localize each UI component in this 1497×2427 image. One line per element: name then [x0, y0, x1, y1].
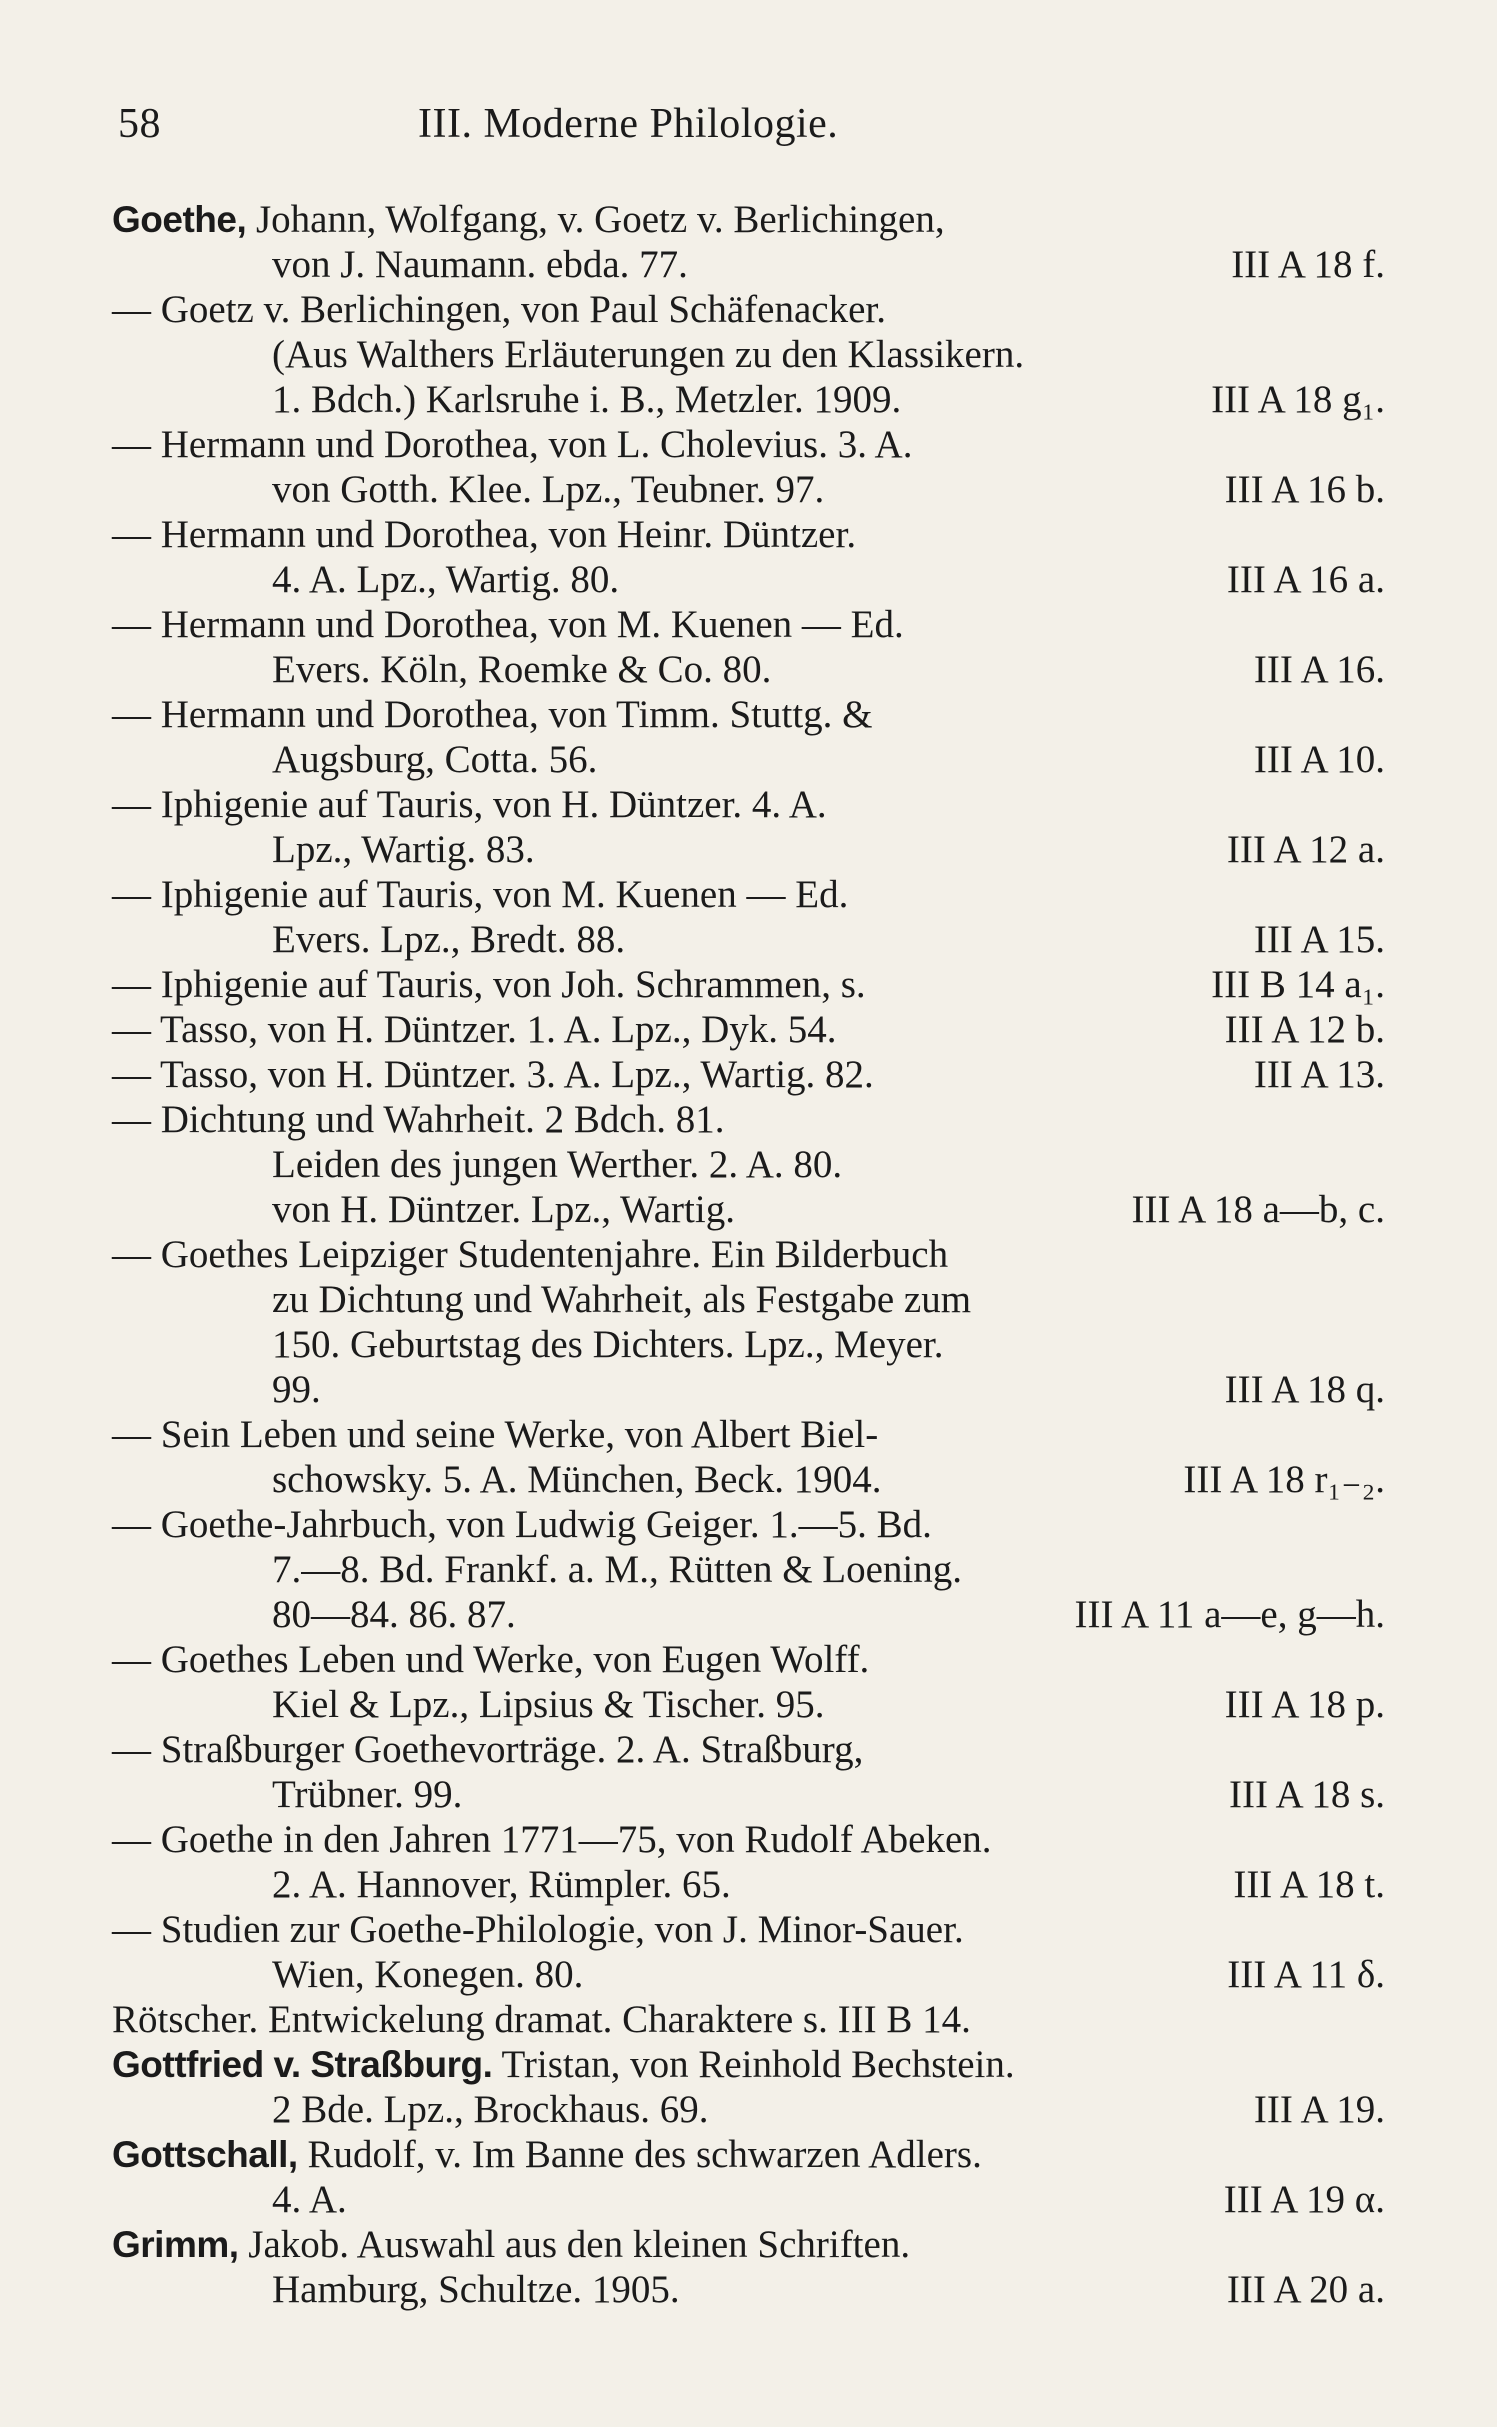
entry-body: Hamburg, Schultze. 1905.	[272, 2268, 680, 2311]
entry-line	[0, 1952, 1497, 1997]
entry-text	[272, 1142, 1235, 1187]
shelf-mark: III A 11 a—e, g—h.	[1074, 1593, 1385, 1636]
entry-line	[0, 557, 1497, 602]
entry-body: 1. Bdch.) Karlsruhe i. B., Metzler. 1909.	[272, 378, 902, 421]
entry-body: — Hermann und Dorothea, von M. Kuenen — Ed.	[112, 603, 904, 646]
entry-text	[112, 1052, 1235, 1097]
entry-text	[272, 1952, 1235, 1997]
entry-line	[0, 377, 1497, 422]
entry-body: — Studien zur Goethe-Philologie, von J. Minor-Sauer.	[112, 1908, 964, 1951]
entry-text	[112, 287, 1235, 332]
entry-text	[272, 1367, 1235, 1412]
entry-line	[0, 1007, 1497, 1052]
entry-body: — Straßburger Goethevorträge. 2. A. Straßburg,	[112, 1728, 864, 1771]
entry-body: — Hermann und Dorothea, von L. Cholevius. 3. A.	[112, 423, 913, 466]
entry-line	[0, 1907, 1497, 1952]
entry-text	[272, 827, 1235, 872]
entry-line	[0, 2267, 1497, 2312]
shelf-mark: III A 19 α.	[1223, 2178, 1385, 2221]
entry-line	[0, 1052, 1497, 1097]
entry-body: — Hermann und Dorothea, von Timm. Stuttg. &	[112, 693, 873, 736]
shelf-mark: III A 15.	[1253, 918, 1385, 961]
shelf-mark: III B 14 a₁.	[1211, 963, 1385, 1006]
entry-line	[0, 782, 1497, 827]
entry-line	[0, 1457, 1497, 1502]
entry-line	[0, 1142, 1497, 1187]
entry-text	[112, 2222, 1235, 2267]
shelf-mark: III A 13.	[1253, 1053, 1385, 1096]
entry-body: von J. Naumann. ebda. 77.	[272, 243, 688, 286]
shelf-mark: III A 18 f.	[1231, 243, 1385, 286]
entry-text	[272, 1187, 1235, 1232]
entry-line	[0, 827, 1497, 872]
entry-body: — Iphigenie auf Tauris, von Joh. Schrammen, s.	[112, 963, 866, 1006]
entry-body: Rudolf, v. Im Banne des schwarzen Adlers.	[297, 2133, 982, 2176]
entry-text	[112, 962, 1235, 1007]
shelf-mark: III A 11 δ.	[1227, 1953, 1385, 1996]
entry-text	[272, 1277, 1235, 1322]
shelf-mark: III A 18 p.	[1224, 1683, 1385, 1726]
entry-text	[272, 2267, 1235, 2312]
entry-body: von Gotth. Klee. Lpz., Teubner. 97.	[272, 468, 825, 511]
entry-line	[0, 467, 1497, 512]
entry-text	[272, 2177, 1235, 2222]
entry-text	[272, 332, 1235, 377]
running-head: III. Moderne Philologie.	[418, 101, 839, 147]
entry-headword: Gottschall,	[112, 2134, 298, 2175]
entry-line	[0, 1277, 1497, 1322]
entry-line	[0, 872, 1497, 917]
entry-line	[0, 2087, 1497, 2132]
entry-text	[272, 647, 1235, 692]
entry-body: 4. A.	[272, 2178, 347, 2221]
entry-text	[272, 377, 1235, 422]
entry-body: zu Dichtung und Wahrheit, als Festgabe zum	[272, 1278, 972, 1321]
entry-text	[112, 2132, 1235, 2177]
entry-line	[0, 917, 1497, 962]
entry-text	[112, 1007, 1235, 1052]
entry-line	[0, 1412, 1497, 1457]
shelf-mark: III A 18 t.	[1233, 1863, 1385, 1906]
entry-body: Evers. Lpz., Bredt. 88.	[272, 918, 626, 961]
entry-text	[272, 1547, 1235, 1592]
shelf-mark: III A 18 s.	[1229, 1773, 1385, 1816]
entry-line	[0, 197, 1497, 242]
shelf-mark: III A 18 q.	[1224, 1368, 1385, 1411]
entry-line	[0, 2132, 1497, 2177]
entry-line	[0, 1997, 1497, 2042]
entry-line	[0, 1592, 1497, 1637]
entry-body: — Goethes Leben und Werke, von Eugen Wolff.	[112, 1638, 870, 1681]
entry-body: (Aus Walthers Erläuterungen zu den Klassikern.	[272, 333, 1025, 376]
entry-text	[272, 1682, 1235, 1727]
entry-line	[0, 1187, 1497, 1232]
entry-headword: Grimm,	[112, 2224, 239, 2265]
entry-body: von H. Düntzer. Lpz., Wartig.	[272, 1188, 735, 1231]
shelf-mark: III A 16 a.	[1226, 558, 1385, 601]
entry-text	[112, 2042, 1235, 2087]
entry-text	[272, 737, 1235, 782]
page-number: 58	[118, 101, 161, 147]
entry-line	[0, 1862, 1497, 1907]
entry-body: 150. Geburtstag des Dichters. Lpz., Meyer.	[272, 1323, 944, 1366]
entry-body: — Iphigenie auf Tauris, von H. Düntzer. 4. A.	[112, 783, 827, 826]
entry-headword: Goethe,	[112, 199, 247, 240]
entry-body: Kiel & Lpz., Lipsius & Tischer. 95.	[272, 1683, 825, 1726]
entry-line	[0, 2222, 1497, 2267]
shelf-mark: III A 18 a—b, c.	[1131, 1188, 1385, 1231]
entry-line	[0, 1097, 1497, 1142]
entry-line	[0, 422, 1497, 467]
entry-line	[0, 962, 1497, 1007]
entry-body: — Goethe-Jahrbuch, von Ludwig Geiger. 1.—5. Bd.	[112, 1503, 932, 1546]
entry-body: — Hermann und Dorothea, von Heinr. Düntzer.	[112, 513, 857, 556]
entry-line	[0, 1682, 1497, 1727]
entry-text	[112, 512, 1235, 557]
entry-body: 99.	[272, 1368, 321, 1411]
entry-body: schowsky. 5. A. München, Beck. 1904.	[272, 1458, 882, 1501]
entry-line	[0, 1727, 1497, 1772]
entry-body: — Tasso, von H. Düntzer. 3. A. Lpz., Wartig. 82.	[112, 1053, 874, 1096]
entry-line	[0, 1502, 1497, 1547]
entry-body: — Goethe in den Jahren 1771—75, von Rudolf Abeken.	[112, 1818, 992, 1861]
shelf-mark: III A 16.	[1253, 648, 1385, 691]
page-header	[118, 100, 838, 148]
entry-body: Lpz., Wartig. 83.	[272, 828, 535, 871]
shelf-mark: III A 18 g₁.	[1211, 378, 1385, 421]
shelf-mark: III A 16 b.	[1224, 468, 1385, 511]
entry-line	[0, 692, 1497, 737]
entry-body: 2. A. Hannover, Rümpler. 65.	[272, 1863, 731, 1906]
shelf-mark: III A 20 a.	[1226, 2268, 1385, 2311]
shelf-mark: III A 18 r₁₋₂.	[1183, 1458, 1385, 1501]
entry-body: Evers. Köln, Roemke & Co. 80.	[272, 648, 772, 691]
entry-line	[0, 332, 1497, 377]
entry-text	[112, 1997, 1235, 2042]
catalog-entry-list	[0, 197, 1497, 2312]
entry-body: Rötscher. Entwickelung dramat. Charaktere s. III B 14.	[112, 1998, 971, 2041]
entry-text	[112, 1097, 1235, 1142]
entry-text	[112, 872, 1235, 917]
entry-text	[272, 1862, 1235, 1907]
entry-text	[272, 1457, 1235, 1502]
entry-line	[0, 737, 1497, 782]
entry-line	[0, 647, 1497, 692]
entry-text	[112, 1412, 1235, 1457]
entry-line	[0, 1637, 1497, 1682]
entry-body: — Tasso, von H. Düntzer. 1. A. Lpz., Dyk. 54.	[112, 1008, 837, 1051]
entry-text	[112, 197, 1235, 242]
entry-headword: Gottfried v. Straßburg.	[112, 2044, 493, 2085]
entry-line	[0, 1547, 1497, 1592]
entry-text	[112, 602, 1235, 647]
entry-line	[0, 2177, 1497, 2222]
entry-line	[0, 242, 1497, 287]
entry-line	[0, 2042, 1497, 2087]
entry-body: — Goethes Leipziger Studentenjahre. Ein Bilderbuch	[112, 1233, 949, 1276]
entry-text	[272, 557, 1235, 602]
entry-body: Trübner. 99.	[272, 1773, 463, 1816]
shelf-mark: III A 12 b.	[1224, 1008, 1385, 1051]
entry-body: 4. A. Lpz., Wartig. 80.	[272, 558, 620, 601]
entry-body: Wien, Konegen. 80.	[272, 1953, 584, 1996]
entry-body: Tristan, von Reinhold Bechstein.	[492, 2043, 1015, 2086]
entry-body: Johann, Wolfgang, v. Goetz v. Berlichingen,	[246, 198, 945, 241]
entry-line	[0, 1232, 1497, 1277]
entry-line	[0, 1772, 1497, 1817]
entry-text	[112, 1637, 1235, 1682]
entry-body: — Dichtung und Wahrheit. 2 Bdch. 81.	[112, 1098, 725, 1141]
shelf-mark: III A 10.	[1253, 738, 1385, 781]
entry-text	[112, 1502, 1235, 1547]
entry-body: Augsburg, Cotta. 56.	[272, 738, 598, 781]
entry-line	[0, 1367, 1497, 1412]
entry-text	[112, 1232, 1235, 1277]
entry-text	[112, 692, 1235, 737]
entry-text	[112, 422, 1235, 467]
entry-line	[0, 287, 1497, 332]
entry-body: 80—84. 86. 87.	[272, 1593, 516, 1636]
entry-text	[112, 1817, 1235, 1862]
entry-line	[0, 602, 1497, 647]
shelf-mark: III A 12 a.	[1226, 828, 1385, 871]
entry-body: 7.—8. Bd. Frankf. a. M., Rütten & Loening.	[272, 1548, 963, 1591]
entry-text	[112, 782, 1235, 827]
entry-text	[272, 917, 1235, 962]
entry-text	[272, 1322, 1235, 1367]
entry-text	[272, 1772, 1235, 1817]
entry-text	[112, 1727, 1235, 1772]
entry-body: — Goetz v. Berlichingen, von Paul Schäfenacker.	[112, 288, 886, 331]
entry-line	[0, 1322, 1497, 1367]
entry-line	[0, 512, 1497, 557]
entry-text	[272, 242, 1235, 287]
entry-text	[272, 2087, 1235, 2132]
entry-body: — Sein Leben und seine Werke, von Albert Biel-	[112, 1413, 879, 1456]
entry-line	[0, 1817, 1497, 1862]
entry-text	[112, 1907, 1235, 1952]
entry-body: Jakob. Auswahl aus den kleinen Schriften.	[238, 2223, 911, 2266]
shelf-mark: III A 19.	[1253, 2088, 1385, 2131]
entry-text	[272, 467, 1235, 512]
entry-body: — Iphigenie auf Tauris, von M. Kuenen — Ed.	[112, 873, 849, 916]
entry-body: Leiden des jungen Werther. 2. A. 80.	[272, 1143, 843, 1186]
entry-body: 2 Bde. Lpz., Brockhaus. 69.	[272, 2088, 709, 2131]
